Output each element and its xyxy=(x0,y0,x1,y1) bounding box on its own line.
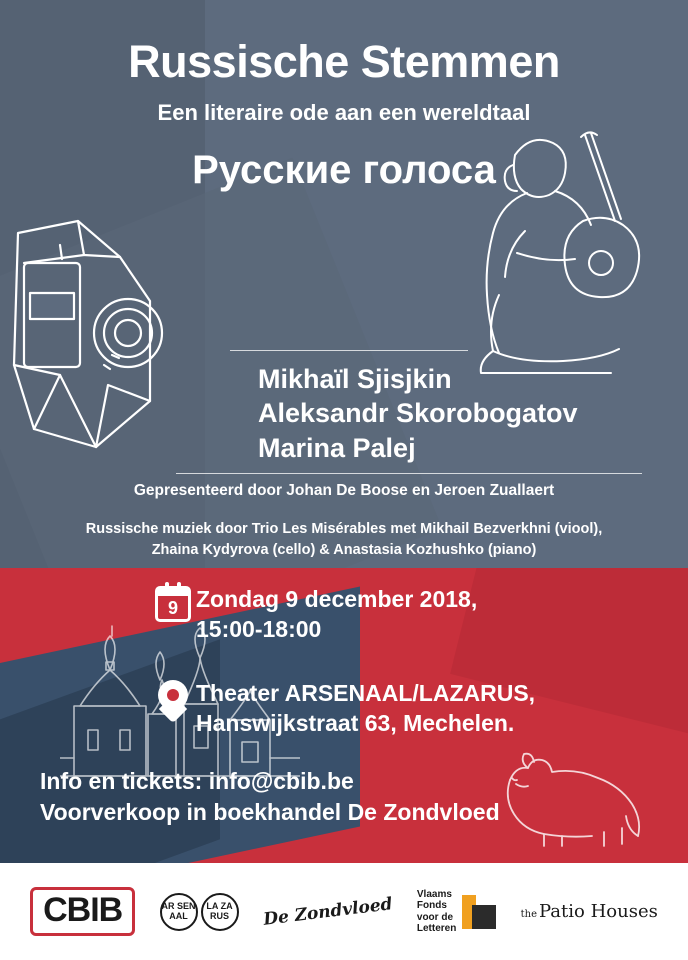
presenters-divider xyxy=(176,473,642,474)
calendar-day-number: 9 xyxy=(167,597,178,618)
author-name: Aleksandr Skorobogatov xyxy=(258,398,578,429)
vfl-line3: voor de xyxy=(416,911,454,923)
the-patio-houses-logo xyxy=(521,901,658,922)
lazarus-logo-mark xyxy=(201,893,239,931)
arsenaal-lazarus-logo xyxy=(160,893,239,931)
venue-line1: Theater ARSENAAL/LAZARUS, xyxy=(196,680,536,706)
vfl-line4: Letteren xyxy=(416,922,457,934)
de-zondvloed-logo xyxy=(262,893,394,930)
music-credits xyxy=(0,519,688,560)
date-line1: Zondag 9 december 2018, xyxy=(196,586,478,612)
tickets-block xyxy=(40,766,500,828)
calendar-icon xyxy=(155,586,191,622)
calendar-icon-wrap xyxy=(150,584,196,622)
arsenaal-logo-mark xyxy=(160,893,198,931)
authors-list xyxy=(258,362,668,465)
cbib-logo-mark: CBIB xyxy=(30,887,135,936)
venue-line2: Hanswijkstraat 63, Mechelen. xyxy=(196,710,515,737)
map-pin-hole xyxy=(167,689,179,701)
venue-row xyxy=(150,678,535,739)
map-pin-icon xyxy=(158,680,188,722)
music-credits-line1: Russische muziek door Trio Les Misérables met Mikhail Bezverkhni (viool), xyxy=(85,521,603,537)
vfl-logo-mark xyxy=(462,895,496,929)
vfl-mark-square xyxy=(472,905,496,929)
lazarus-logo-text: LA ZA RUS xyxy=(206,901,233,921)
date-line2: 15:00-18:00 xyxy=(196,616,322,643)
tickets-line2: Voorverkoop in boekhandel De Zondvloed xyxy=(40,799,500,826)
arsenaal-logo-text: AR SEN AAL xyxy=(161,901,196,921)
cbib-logo xyxy=(30,887,135,936)
map-pin-icon-wrap xyxy=(150,678,196,722)
page-title: Russische Stemmen xyxy=(128,36,560,87)
authors-divider xyxy=(230,350,468,351)
page-subtitle: Een literaire ode aan een wereldtaal xyxy=(157,100,531,125)
date-row xyxy=(150,584,477,645)
page-title-russian: Русские голоса xyxy=(192,148,496,192)
presenters-text: Gepresenteerd door Johan De Boose en Jeroen Zuallaert xyxy=(133,482,555,499)
patio-logo-the: the xyxy=(520,909,537,920)
vfl-logo-text xyxy=(417,889,456,934)
tickets-line1: Info en tickets: info@cbib.be xyxy=(40,768,354,794)
vfl-line1: Vlaams xyxy=(416,889,452,901)
author-name: Marina Palej xyxy=(258,432,416,463)
venue-text xyxy=(196,678,535,739)
sponsor-logo-bar xyxy=(0,863,688,960)
author-name: Mikhaïl Sjisjkin xyxy=(258,364,452,394)
vfl-line2: Fonds xyxy=(416,900,447,912)
calendar-header-bar xyxy=(158,589,188,596)
music-credits-line2: Zhaina Kydyrova (cello) & Anastasia Kozhushko (piano) xyxy=(151,541,537,558)
patio-logo-main: Patio Houses xyxy=(539,901,658,922)
de-zondvloed-logo-text: De Zondvloed xyxy=(262,893,394,930)
presenters-line xyxy=(0,482,688,500)
date-text xyxy=(196,584,477,645)
vlaams-fonds-voor-de-letteren-logo xyxy=(417,889,496,934)
